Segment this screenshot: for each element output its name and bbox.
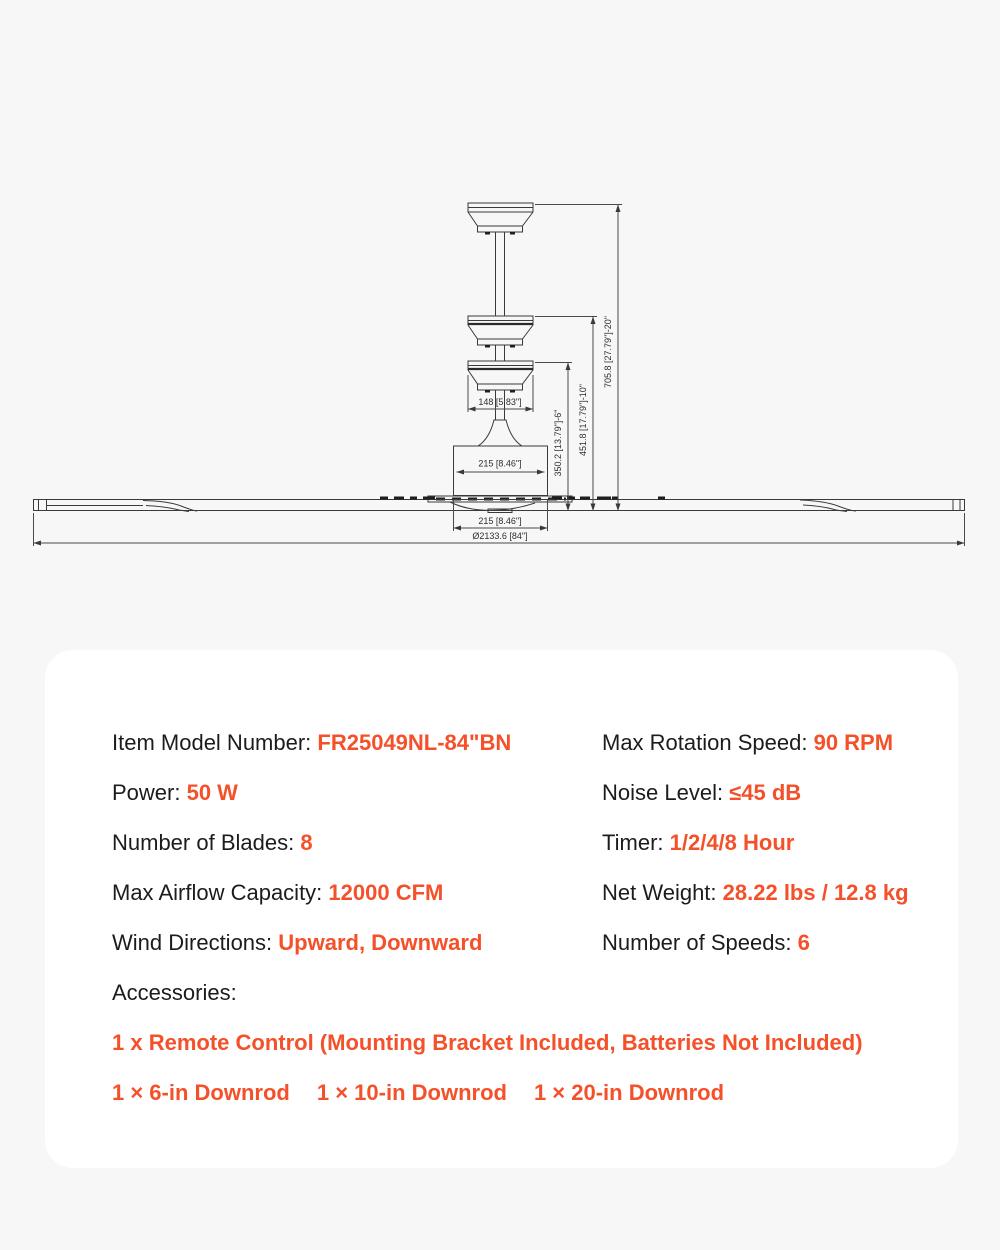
spec-value: 12000 CFM — [328, 880, 444, 905]
spec-value: 28.22 lbs / 12.8 kg — [722, 880, 909, 905]
spec-label: Number of Blades: — [112, 830, 301, 855]
dim-motor-width-label: 215 [8.46"] — [478, 458, 522, 469]
fan-dimension-diagram — [0, 0, 1000, 570]
spec-row-noise — [602, 768, 918, 818]
accessory-downrod-6in: 1 × 6-in Downrod — [112, 1080, 290, 1105]
spec-row-weight — [602, 868, 918, 918]
spec-value: 1/2/4/8 Hour — [669, 830, 795, 855]
dim-drop-10-label: 451.8 [17.79"]-10" — [578, 384, 588, 456]
spec-label: Power: — [112, 780, 187, 805]
spec-value: ≤45 dB — [729, 780, 802, 805]
spec-label: Number of Speeds: — [602, 930, 798, 955]
spec-label: Max Rotation Speed: — [602, 730, 814, 755]
dim-hub-width-label: 215 [8.46"] — [478, 516, 522, 526]
spec-row-wind-directions — [112, 918, 602, 968]
dim-drop-6 — [535, 363, 572, 512]
spec-row-model — [112, 718, 602, 768]
accessory-downrod-20in: 1 × 20-in Downrod — [533, 1080, 725, 1105]
spec-card — [45, 650, 958, 1168]
downrod-segment — [496, 232, 505, 316]
spec-label: Item Model Number: — [112, 730, 318, 755]
spec-value: FR25049NL-84"BN — [317, 730, 512, 755]
spec-row-timer — [602, 818, 918, 868]
dim-blade-span-label: Ø2133.6 [84"] — [472, 531, 528, 541]
spec-row-airflow — [112, 868, 602, 918]
spec-label: Net Weight: — [602, 880, 723, 905]
dim-drop-6-label: 350.2 [13.79"]-6" — [553, 409, 563, 477]
spec-row-blades — [112, 818, 602, 868]
spec-label: Timer: — [602, 830, 670, 855]
accessory-downrods — [112, 1068, 918, 1118]
spec-label: Wind Directions: — [112, 930, 279, 955]
dim-canopy-width-label: 148 [5.83"] — [478, 397, 522, 407]
spec-value: 90 RPM — [813, 730, 894, 755]
dim-canopy-width — [468, 375, 533, 412]
spec-row-power — [112, 768, 602, 818]
spec-value: 6 — [797, 930, 810, 955]
spec-value: 50 W — [186, 780, 238, 805]
spec-column-right — [602, 718, 918, 968]
motor-housing — [454, 446, 548, 496]
accessories-heading — [112, 968, 918, 1018]
spec-column-left — [112, 718, 602, 968]
spec-value: Upward, Downward — [278, 930, 483, 955]
spec-value: 8 — [300, 830, 313, 855]
spec-label: Max Airflow Capacity: — [112, 880, 329, 905]
dim-drop-20 — [535, 205, 622, 512]
canopy-top — [468, 203, 533, 235]
coupling-cone — [478, 420, 522, 446]
spec-grid — [112, 718, 918, 968]
spec-label: Noise Level: — [602, 780, 730, 805]
accessory-downrod-10in: 1 × 10-in Downrod — [316, 1080, 507, 1105]
accessory-remote-control: 1 x Remote Control (Mounting Bracket Included, Batteries Not Included) — [112, 1030, 863, 1055]
dim-drop-20-label: 705.8 [27.79"]-20" — [603, 316, 613, 388]
spec-row-speeds — [602, 918, 918, 968]
canopy-lower — [468, 361, 533, 393]
canopy-middle — [468, 316, 533, 348]
dim-drop-10 — [535, 317, 597, 512]
dim-motor-width — [457, 459, 545, 475]
spec-row-rotation-speed — [602, 718, 918, 768]
downrod-segment — [496, 345, 505, 361]
spec-label: Accessories: — [112, 980, 237, 1005]
dim-hub-width — [454, 500, 548, 531]
